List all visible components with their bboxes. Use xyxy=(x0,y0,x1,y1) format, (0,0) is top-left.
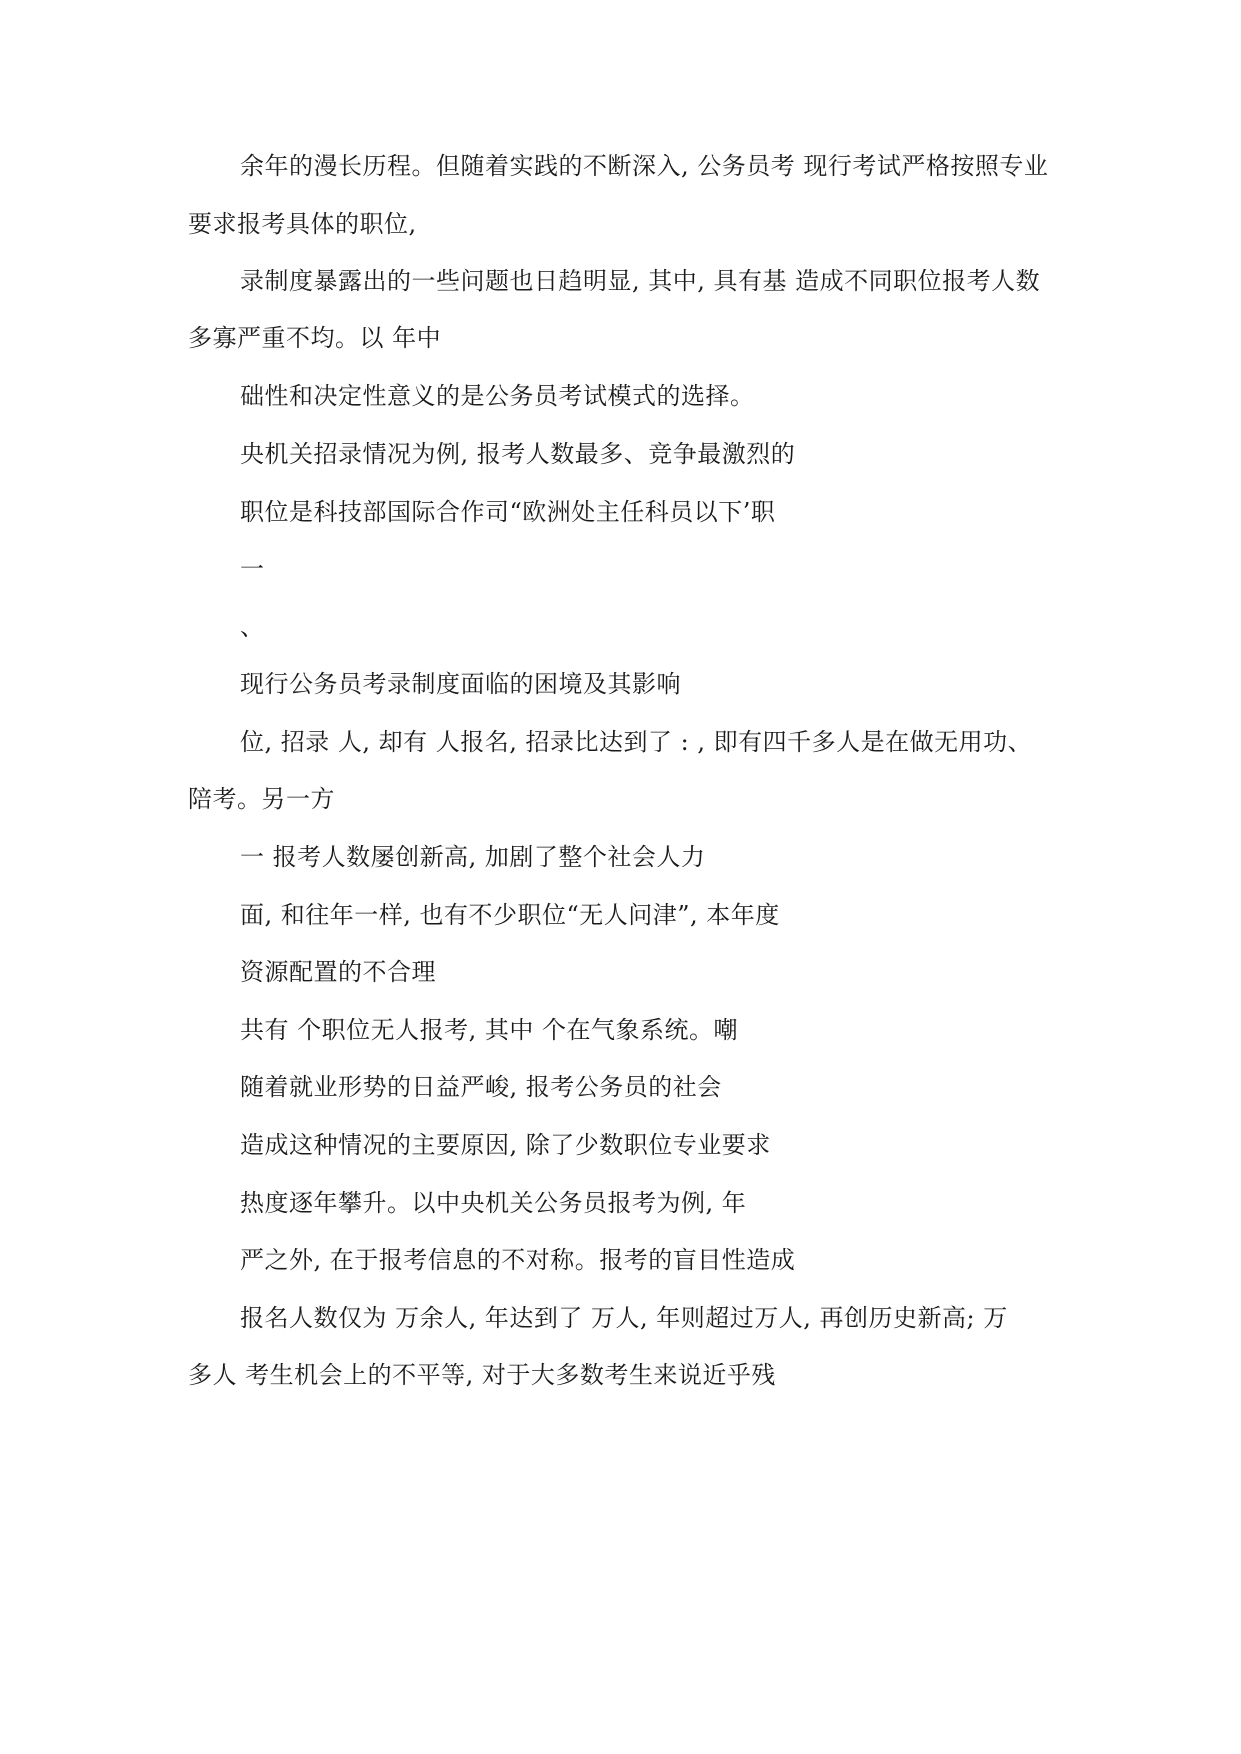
text-line: 要求报考具体的职位, xyxy=(188,210,417,238)
text-line: 共有 个职位无人报考, 其中 个在气象系统。嘲 xyxy=(240,1016,739,1044)
text-line: 录制度暴露出的一些问题也日趋明显, 其中, 具有基 造成不同职位报考人数 xyxy=(240,267,1041,295)
text-line: 一 xyxy=(240,555,265,583)
text-line: 陪考。另一方 xyxy=(188,785,335,813)
text-line: 位, 招录 人, 却有 人报名, 招录比达到了 : , 即有四千多人是在做无用功、 xyxy=(240,728,1033,756)
text-line: 余年的漫长历程。但随着实践的不断深入, 公务员考 现行考试严格按照专业 xyxy=(240,152,1049,180)
text-line: 造成这种情况的主要原因, 除了少数职位专业要求 xyxy=(240,1131,771,1159)
text-line: 严之外, 在于报考信息的不对称。报考的盲目性造成 xyxy=(240,1246,796,1274)
text-line: 、 xyxy=(240,613,265,641)
text-line: 央机关招录情况为例, 报考人数最多、竞争最激烈的 xyxy=(240,440,796,468)
text-line: 职位是科技部国际合作司“欧洲处主任科员以下’职 xyxy=(240,498,776,526)
text-line: 面, 和往年一样, 也有不少职位“无人问津”, 本年度 xyxy=(240,901,780,929)
text-line: 随着就业形势的日益严峻, 报考公务员的社会 xyxy=(240,1073,722,1101)
text-line: 多寡严重不均。以 年中 xyxy=(188,324,442,352)
text-line: 资源配置的不合理 xyxy=(240,958,436,986)
text-line: 多人 考生机会上的不平等, 对于大多数考生来说近乎残 xyxy=(188,1361,776,1389)
text-line: 报名人数仅为 万余人, 年达到了 万人, 年则超过万人, 再创历史新高; 万 xyxy=(240,1304,1008,1332)
text-line: 热度逐年攀升。以中央机关公务员报考为例, 年 xyxy=(240,1189,747,1217)
section-heading: 现行公务员考录制度面临的困境及其影响 xyxy=(240,670,681,698)
text-line: 础性和决定性意义的是公务员考试模式的选择。 xyxy=(240,382,755,410)
subsection-heading: 一 报考人数屡创新高, 加剧了整个社会人力 xyxy=(240,843,706,871)
